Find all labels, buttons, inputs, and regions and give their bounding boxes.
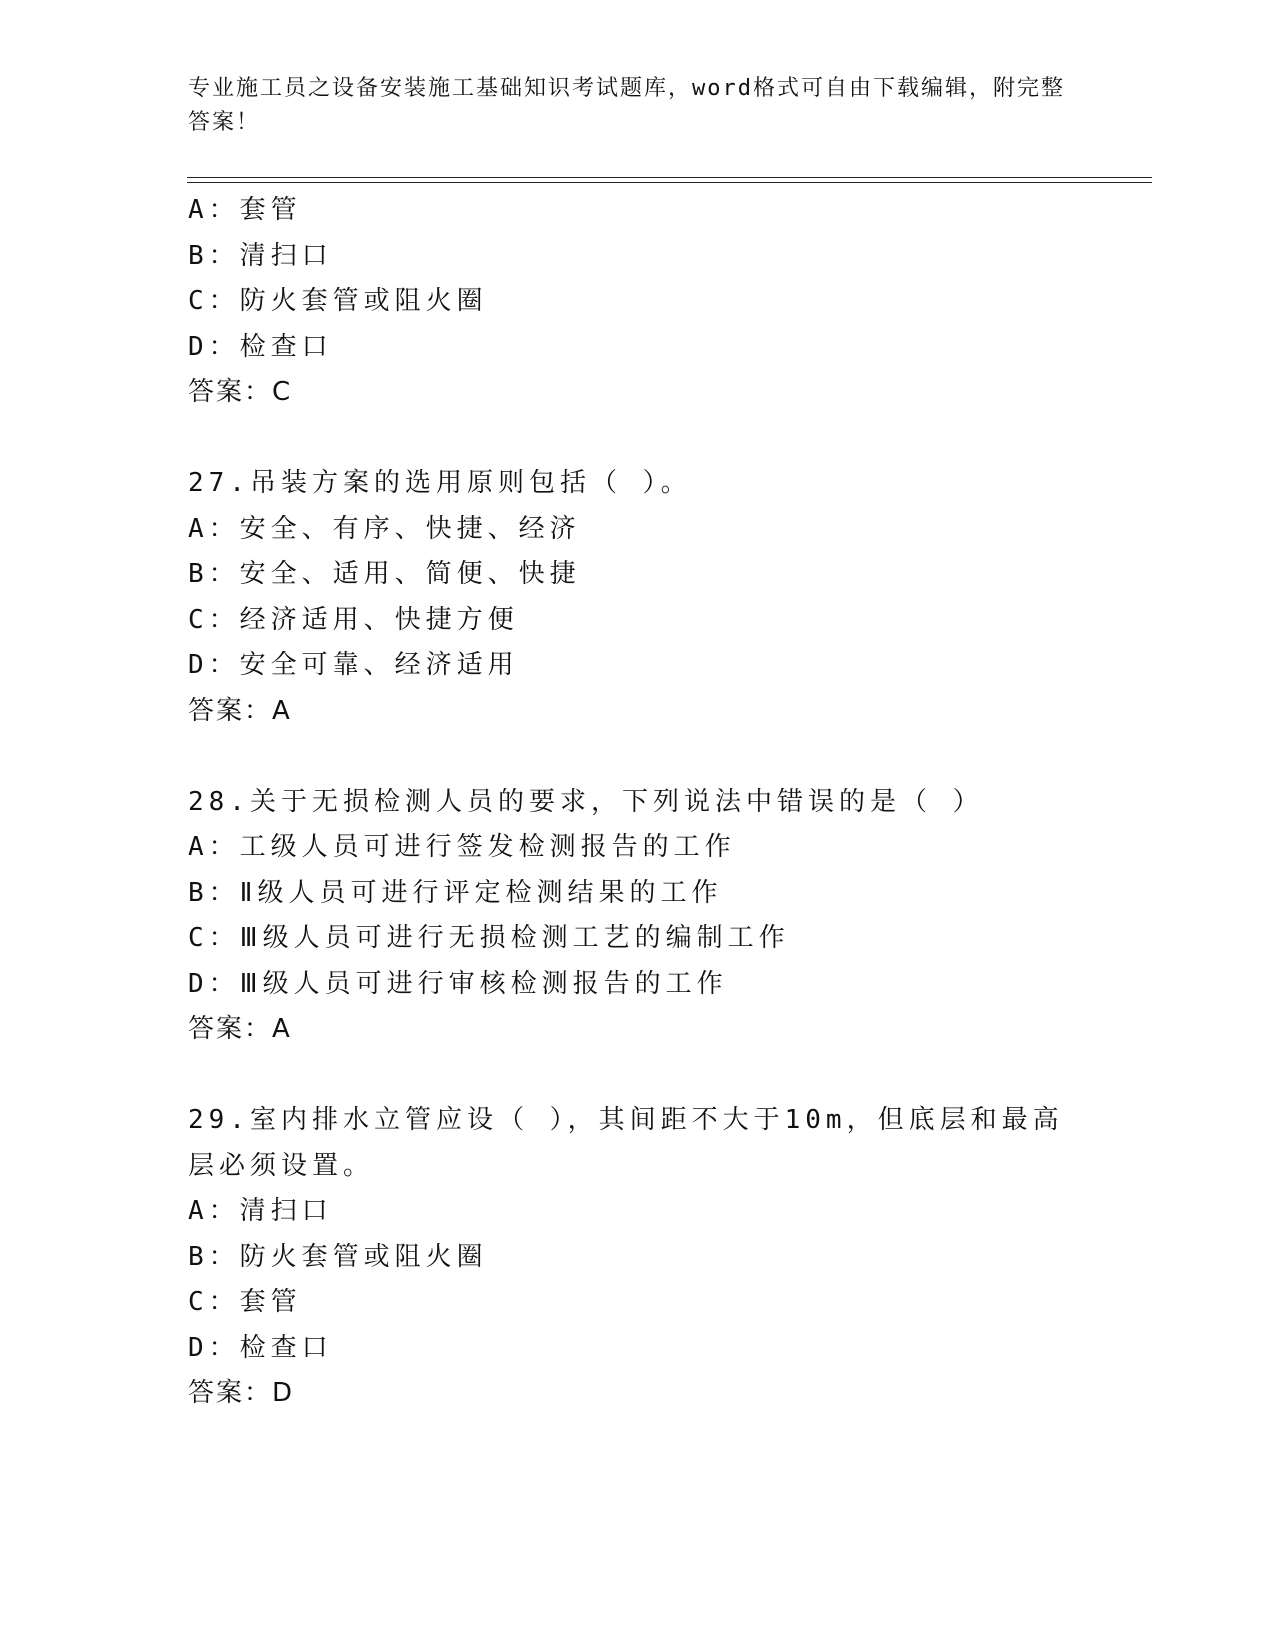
answer-line: 答案：C	[188, 377, 293, 407]
header-divider-bottom	[187, 182, 1152, 183]
option-a: A：清扫口	[188, 1196, 333, 1226]
option-d: D：检查口	[188, 1332, 333, 1363]
answer-line: 答案：A	[188, 1014, 292, 1044]
option-a: A：工级人员可进行签发检测报告的工作	[188, 832, 736, 862]
question-text: 27.吊装方案的选用原则包括（ ）。	[188, 468, 692, 498]
option-d: D：安全可靠、经济适用	[188, 650, 519, 680]
question-block-27	[188, 461, 1088, 734]
option-a: A：套管	[188, 195, 302, 225]
option-a: A：安全、有序、快捷、经济	[188, 513, 581, 544]
question-block-26	[188, 188, 1088, 416]
option-c: C：经济适用、快捷方便	[188, 604, 519, 635]
question-text: 28.关于无损检测人员的要求，下列说法中错误的是（ ）	[188, 786, 984, 817]
answer-line: 答案：A	[188, 695, 292, 726]
option-b: B：清扫口	[188, 240, 333, 271]
question-block-29	[188, 1098, 1088, 1417]
question-block-28	[188, 780, 1088, 1053]
option-b: B：防火套管或阻火圈	[188, 1241, 488, 1272]
option-c: C：Ⅲ级人员可进行无损检测工艺的编制工作	[188, 923, 790, 953]
header-divider-top	[187, 177, 1152, 178]
option-d: D：Ⅲ级人员可进行审核检测报告的工作	[188, 968, 728, 999]
answer-line: 答案：D	[188, 1378, 295, 1408]
option-c: C：防火套管或阻火圈	[188, 286, 488, 316]
option-b: B：安全、适用、简便、快捷	[188, 559, 581, 589]
question-text: 29.室内排水立管应设（ ），其间距不大于10m，但底层和最高层必须设置。	[188, 1105, 1064, 1181]
option-b: B：Ⅱ级人员可进行评定检测结果的工作	[188, 877, 723, 908]
option-c: C：套管	[188, 1287, 302, 1317]
document-header: 专业施工员之设备安装施工基础知识考试题库，word格式可自由下载编辑，附完整答案！	[188, 76, 1065, 135]
option-d: D：检查口	[188, 331, 333, 362]
question-list	[188, 188, 1088, 1417]
